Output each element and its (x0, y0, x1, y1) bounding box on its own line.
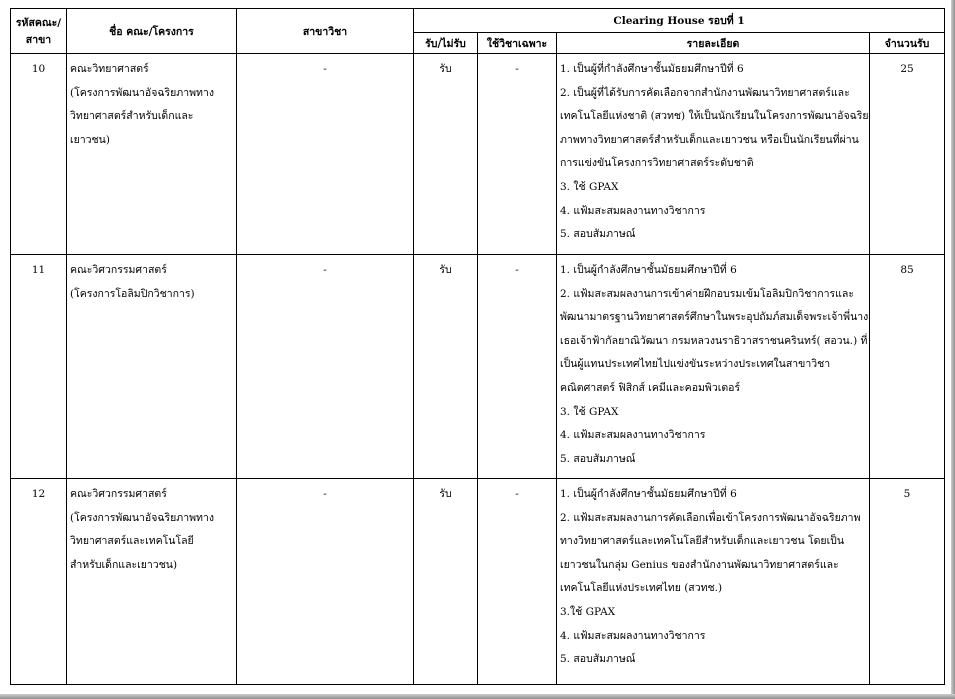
row-special: - (478, 255, 557, 479)
detail-line: เทคโนโลยีแห่งชาติ (สวทช) ให้เป็นนักเรียนในโครงการพัฒนาอัจฉริย (560, 110, 869, 123)
detail-line: 3. ใช้ GPAX (560, 180, 619, 193)
detail-line: เป็นผู้แทนประเทศไทยไปแข่งขันระหว่างประเทศในสาขาวิชา (560, 358, 831, 371)
row-major: - (237, 479, 414, 685)
header-code-line-2: สาขา (25, 34, 52, 46)
faculty-line: วิทยาศาสตร์สำหรับเด็กและ (70, 110, 194, 123)
row-faculty (67, 255, 237, 479)
header-accept: รับ/ไม่รับ (414, 33, 478, 54)
row-faculty (67, 54, 237, 255)
faculty-line: (โครงการโอลิมปิกวิชาการ) (70, 287, 195, 300)
detail-line: 4. แฟ้มสะสมผลงานทางวิชาการ (560, 429, 706, 442)
row-special: - (478, 54, 557, 255)
row-major: - (237, 255, 414, 479)
row-major: - (237, 54, 414, 255)
header-code-line-1: รหัสคณะ/ (15, 17, 62, 29)
detail-line: พัฒนามาตรฐานวิทยาศาสตร์ศึกษาในพระอุปถัมภ์สมเด็จพระเจ้าพี่นาง (560, 311, 869, 324)
detail-line: 2. เป็นผู้ที่ได้รับการคัดเลือกจากสำนักงานพัฒนาวิทยาศาสตร์และ (560, 86, 850, 99)
page-edge-right (951, 0, 955, 699)
detail-line: 5. สอบสัมภาษณ์ (560, 228, 636, 241)
row-accept: รับ (414, 255, 478, 479)
row-accept: รับ (414, 479, 478, 685)
detail-line: เยาวชนในกลุ่ม Genius ของสำนักงานพัฒนาวิทยาศาสตร์และ (560, 558, 839, 571)
faculty-line: (โครงการพัฒนาอัจฉริยภาพทาง (70, 86, 214, 99)
row-details (557, 54, 870, 255)
detail-line: 5. สอบสัมภาษณ์ (560, 653, 636, 666)
detail-line: 1. เป็นผู้ที่กำลังศึกษาชั้นมัธยมศึกษาปีที่ 6 (560, 63, 744, 75)
admission-table (10, 8, 945, 685)
row-code: 10 (11, 54, 67, 255)
table-row (11, 255, 945, 479)
detail-line: การแข่งขันโครงการวิทยาศาสตร์ระดับชาติ (560, 157, 754, 170)
row-accept: รับ (414, 54, 478, 255)
header-clearing-house: Clearing House รอบที่ 1 (414, 9, 945, 33)
row-count: 25 (870, 54, 945, 255)
header-major: สาขาวิชา (237, 9, 414, 54)
detail-line: เทคโนโลยีแห่งประเทศไทย (สวทช.) (560, 582, 723, 595)
header-code (11, 9, 67, 54)
table-row (11, 479, 945, 685)
detail-line: 1. เป็นผู้กำลังศึกษาชั้นมัธยมศึกษาปีที่ 6 (560, 264, 737, 276)
faculty-line: เยาวชน) (70, 133, 110, 146)
detail-line: 2. แฟ้มสะสมผลงานการคัดเลือกเพื่อเข้าโครงการพัฒนาอัจฉริยภาพ (560, 511, 861, 524)
detail-line: 4. แฟ้มสะสมผลงานทางวิชาการ (560, 204, 706, 217)
row-details (557, 255, 870, 479)
faculty-line: (โครงการพัฒนาอัจฉริยภาพทาง (70, 511, 214, 524)
page-edge-bottom (0, 694, 955, 699)
row-code: 11 (11, 255, 67, 479)
faculty-line: วิทยาศาสตร์และเทคโนโลยี (70, 535, 194, 548)
detail-line: ทางวิทยาศาสตร์และเทคโนโลยีสำหรับเด็กและเยาวชน โดยเป็น (560, 535, 845, 548)
detail-line: 3. ใช้ GPAX (560, 405, 619, 418)
header-count: จำนวนรับ (870, 33, 945, 54)
faculty-line: คณะวิศวกรรมศาสตร์ (70, 488, 167, 500)
detail-line: 3.ใช้ GPAX (560, 605, 616, 618)
detail-line: คณิตศาสตร์ ฟิสิกส์ เคมีและคอมพิวเตอร์ (560, 381, 741, 394)
detail-line: 1. เป็นผู้กำลังศึกษาชั้นมัธยมศึกษาปีที่ 6 (560, 488, 737, 500)
detail-line: เธอเจ้าฟ้ากัลยาณิวัฒนา กรมหลวงนราธิวาสราชนครินทร์( สอวน.) ที่ (560, 334, 868, 347)
table-row (11, 54, 945, 255)
header-faculty: ชื่อ คณะ/โครงการ (67, 9, 237, 54)
row-count: 85 (870, 255, 945, 479)
detail-line: ภาพทางวิทยาศาสตร์สำหรับเด็กและเยาวชน หรือเป็นนักเรียนที่ผ่าน (560, 133, 859, 146)
faculty-line: คณะวิศวกรรมศาสตร์ (70, 264, 167, 276)
row-faculty (67, 479, 237, 685)
header-special-subject: ใช้วิชาเฉพาะ (478, 33, 557, 54)
faculty-line: คณะวิทยาศาสตร์ (70, 63, 149, 75)
header-details: รายละเอียด (557, 33, 870, 54)
row-code: 12 (11, 479, 67, 685)
faculty-line: สำหรับเด็กและเยาวชน) (70, 558, 178, 571)
detail-line: 2. แฟ้มสะสมผลงานการเข้าค่ายฝึกอบรมเข้มโอลิมปิกวิชาการและ (560, 287, 854, 300)
row-details (557, 479, 870, 685)
row-special: - (478, 479, 557, 685)
row-count: 5 (870, 479, 945, 685)
detail-line: 4. แฟ้มสะสมผลงานทางวิชาการ (560, 629, 706, 642)
detail-line: 5. สอบสัมภาษณ์ (560, 452, 636, 465)
